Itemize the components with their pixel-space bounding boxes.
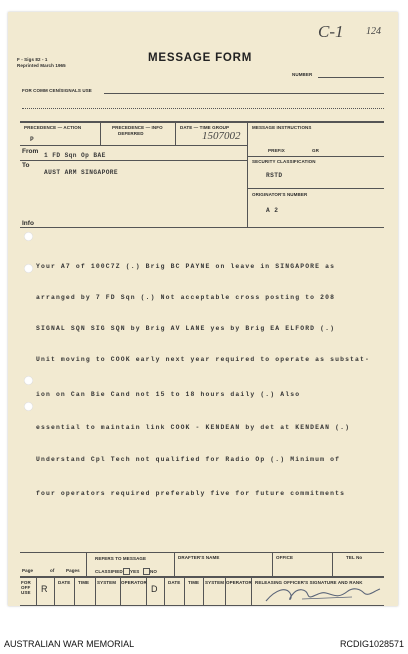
message-line: ion on Can Bie Cand not 15 to 18 hours daily (.) Also — [36, 391, 301, 398]
handwritten-reference: C-1 — [318, 22, 344, 41]
punch-hole — [24, 376, 33, 385]
system-column-label: SYSTEM — [97, 580, 117, 585]
message-line: Your A7 of 100C7Z (.) Brig BC PAYNE on leave in SINGAPORE as — [36, 263, 336, 270]
dtg-label: DATE — TIME GROUP — [180, 125, 230, 130]
tel-number-label: TEL No — [346, 555, 363, 560]
operator-column-label: OPERATOR — [121, 580, 147, 585]
gr-label: GR — [312, 148, 319, 153]
time-column-label-2: TIME — [188, 580, 200, 585]
date-column-label-2: DATE — [168, 580, 181, 585]
message-line: Unit moving to COOK early next year required to operate as substat- — [36, 356, 370, 363]
security-classification-label: SECURITY CLASSIFICATION — [252, 159, 316, 164]
for-off-use-label: FOR OFF USE — [21, 580, 31, 595]
message-line: arranged by 7 FD Sqn (.) Not acceptable cross posting to 208 — [36, 294, 336, 301]
originator-number-value: A 2 — [266, 207, 279, 214]
pages-label: Pages — [66, 568, 80, 573]
officer-signature — [262, 583, 384, 605]
punch-hole — [24, 402, 33, 411]
message-line: SIGNAL SQN SIG SQN by Brig AV LANE yes by Brig EA ELFORD (.) — [36, 325, 336, 332]
system-column-label-2: SYSTEM — [205, 580, 225, 585]
form-title: MESSAGE FORM — [148, 52, 253, 64]
d-mark: D — [151, 584, 158, 594]
comm-cen-label: FOR COMM CEN/SIGNALS USE — [22, 88, 92, 93]
yes-label: YES — [130, 569, 140, 574]
message-form-sheet — [8, 12, 398, 606]
reprint-date: Reprinted March 1965 — [17, 63, 66, 68]
refers-to-message-label: REFERS TO MESSAGE — [95, 556, 147, 561]
security-classification-value: RSTD — [266, 172, 283, 179]
drafters-name-label: DRAFTER'S NAME — [178, 555, 220, 560]
message-line: four operators required preferably five for future commitments — [36, 490, 346, 497]
info-label: Info — [22, 220, 34, 227]
message-line: essential to maintain link COOK - KENDEAN by det at KENDEAN (.) — [36, 424, 351, 431]
to-label: To — [22, 162, 30, 169]
archive-id: RCDIG1028571 — [339, 639, 404, 649]
page-label: Page — [22, 568, 34, 573]
classified-no-checkbox[interactable] — [143, 568, 150, 575]
classified-label: CLASSIFIED — [95, 569, 123, 574]
r-mark: R — [41, 584, 48, 594]
page-number: 124 — [366, 26, 381, 37]
number-label: NUMBER — [292, 72, 313, 77]
deferred-label: DEFERRED — [118, 131, 144, 136]
prefix-label: PREFIX — [268, 148, 285, 153]
precedence-action-value: P — [30, 136, 35, 143]
date-column-label: DATE — [58, 580, 71, 585]
no-label: NO — [150, 569, 157, 574]
message-instructions-label: MESSAGE INSTRUCTIONS — [252, 125, 312, 130]
from-label: From — [22, 148, 39, 155]
office-label: OFFICE — [276, 555, 294, 560]
punch-hole — [24, 232, 33, 241]
releasing-officer-label: RELEASING OFFICER'S SIGNATURE AND RANK — [255, 580, 363, 585]
archive-credit: AUSTRALIAN WAR MEMORIAL — [4, 639, 135, 649]
from-value: 1 FD Sqn Op BAE — [44, 152, 106, 159]
punch-hole — [24, 264, 33, 273]
of-label: of — [50, 568, 55, 573]
precedence-action-label: PRECEDENCE — ACTION — [24, 125, 82, 130]
operator-column-label-2: OPERATOR — [226, 580, 252, 585]
message-line: Understand Cpl Tech not qualified for Radio Op (.) Minimum of — [36, 456, 341, 463]
form-code: F - Sigs 82 - 1 — [17, 57, 48, 62]
precedence-info-label: PRECEDENCE — INFO — [112, 125, 163, 130]
dtg-value: 1507002 — [202, 130, 241, 142]
to-value: AUST ARM SINGAPORE — [44, 169, 119, 176]
time-column-label: TIME — [78, 580, 90, 585]
originator-number-label: ORIGINATOR'S NUMBER — [252, 192, 308, 197]
classified-yes-checkbox[interactable] — [123, 568, 130, 575]
